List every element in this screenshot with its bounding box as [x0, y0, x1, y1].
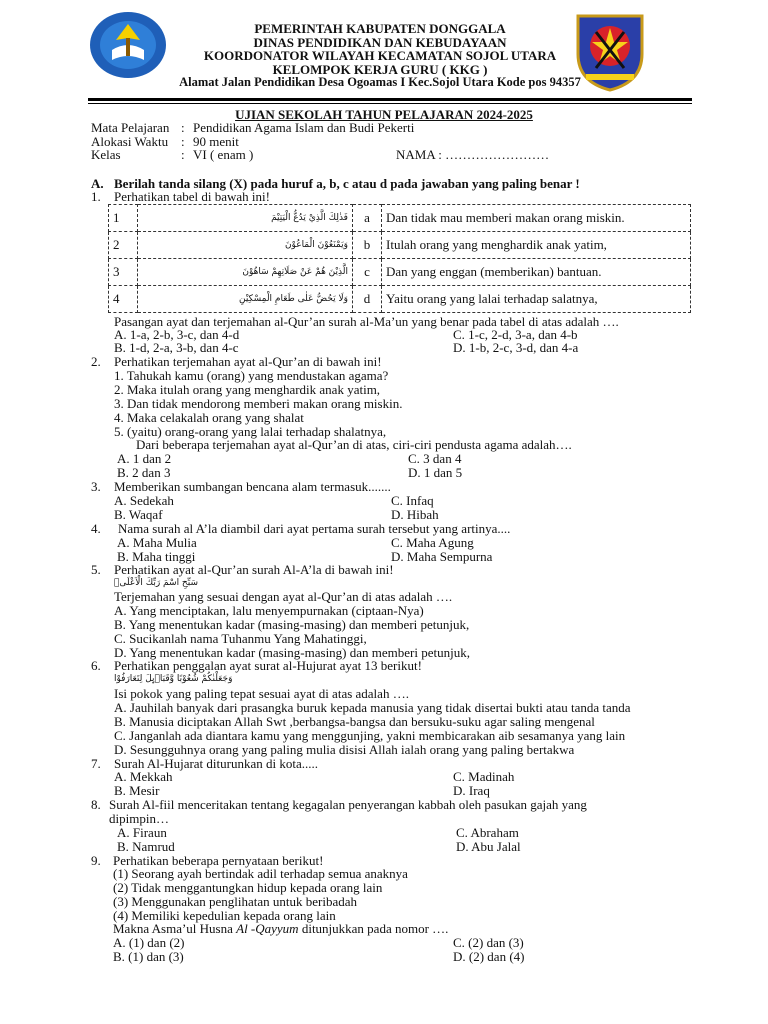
stem-suffix: ditunjukkan pada nomor …. — [298, 921, 449, 936]
list-item: (2) Tidak menggantungkan hidup kepada orang lain — [113, 880, 383, 895]
option-d[interactable]: D. Maha Sempurna — [391, 549, 493, 564]
letterhead-line-2: DINAS PENDIDIKAN DAN KEBUDAYAAN — [253, 34, 507, 50]
subject-label: Mata Pelajaran — [91, 120, 170, 135]
option-b[interactable]: B. Namrud — [117, 839, 175, 854]
arabic-verse: وَيَمْنَعُوْنَ الْمَاعُوْنَ — [138, 232, 353, 259]
question-number: 9. — [91, 853, 101, 868]
matching-table — [108, 204, 691, 313]
name-field[interactable]: NAMA : …………………… — [396, 147, 550, 162]
option-c[interactable]: C. Infaq — [391, 493, 434, 508]
option-b[interactable]: B. Yang menentukan kadar (masing-masing) dan memberi petunjuk, — [114, 617, 470, 632]
list-item: (4) Memiliki kepedulian kepada orang lain — [113, 908, 336, 923]
header-rule-thick — [88, 98, 692, 101]
option-d[interactable]: D. 1-b, 2-c, 3-d, dan 4-a — [453, 340, 579, 355]
question-stem: Terjemahan yang sesuai dengan ayat al-Qur’an di atas adalah …. — [114, 589, 453, 604]
option-a[interactable]: A. Yang menciptakan, lalu menyempurnakan (ciptaan-Nya) — [114, 603, 424, 618]
option-a[interactable]: A. Maha Mulia — [117, 535, 197, 550]
question-text: Surah Al-fiil menceritakan tentang kegagalan penyerangan kabbah oleh pasukan gajah yang — [109, 797, 587, 812]
question-text: Surah Al-Hujarat diturunkan di kota..... — [114, 756, 318, 771]
colon: : — [181, 147, 185, 162]
list-item: (1) Seorang ayah bertindak adil terhadap semua anaknya — [113, 866, 408, 881]
question-stem: Dari beberapa terjemahan ayat al-Qur’an di atas, ciri-ciri pendusta agama adalah…. — [136, 437, 572, 452]
option-c[interactable]: C. Maha Agung — [391, 535, 474, 550]
meaning: Dan yang enggan (memberikan) bantuan. — [382, 259, 691, 286]
letterhead-line-3: KOORDONATOR WILAYAH KECAMATAN SOJOL UTARA — [203, 48, 557, 63]
row-number: 2 — [109, 232, 138, 259]
option-d[interactable]: D. 1 dan 5 — [408, 465, 463, 480]
section-instruction: Berilah tanda silang (X) pada huruf a, b, c atau d pada jawaban yang paling benar ! — [114, 176, 580, 191]
table-row — [109, 232, 691, 259]
letterhead-line-4: KELOMPOK KERJA GURU ( KKG ) — [272, 61, 488, 77]
option-b[interactable]: B. Waqaf — [114, 507, 163, 522]
option-a[interactable]: A. Mekkah — [114, 769, 173, 784]
option-c[interactable]: C. 3 dan 4 — [408, 451, 462, 466]
class-value: VI ( enam ) — [193, 147, 254, 162]
row-number: 1 — [109, 205, 138, 232]
question-text-continued: dipimpin… — [109, 811, 169, 826]
option-c[interactable]: C. 1-c, 2-d, 3-a, dan 4-b — [453, 327, 578, 342]
question-text: Nama surah al A’la diambil dari ayat pertama surah tersebut yang artinya.... — [118, 521, 511, 536]
list-item: 4. Maka celakalah orang yang shalat — [114, 410, 304, 425]
list-item: 1. Tahukah kamu (orang) yang mendustakan agama? — [114, 368, 389, 383]
option-a[interactable]: A. Firaun — [117, 825, 167, 840]
row-letter: a — [353, 205, 382, 232]
arabic-verse: الَّذِيْنَ هُمْ عَنْ صَلَاتِهِمْ سَاهُوْنَ — [138, 259, 353, 286]
option-d[interactable]: D. Abu Jalal — [456, 839, 521, 854]
question-number: 8. — [91, 797, 101, 812]
option-a[interactable]: A. 1-a, 2-b, 3-c, dan 4-d — [114, 327, 240, 342]
time-label: Alokasi Waktu — [91, 133, 169, 149]
list-item: 5. (yaitu) orang-orang yang lalai terhadap shalatnya, — [114, 424, 387, 439]
question-text: Memberikan sumbangan bencana alam termasuk....... — [114, 479, 391, 494]
header-rule-thin — [88, 103, 692, 104]
option-d[interactable]: D. Sesungguhnya orang yang paling mulia disisi Allah ialah orang yang paling bertakwa — [114, 742, 575, 757]
option-c[interactable]: C. Sucikanlah nama Tuhanmu Yang Mahatinggi, — [114, 631, 367, 646]
question-text: Perhatikan tabel di bawah ini! — [114, 189, 270, 204]
question-text: Perhatikan beberapa pernyataan berikut! — [113, 853, 324, 868]
arabic-verse: وَلَا يَحُضُّ عَلٰى طَعَامِ الْمِسْكِيْنِ — [138, 286, 353, 313]
option-b[interactable]: B. 1-d, 2-a, 3-b, dan 4-c — [114, 340, 239, 355]
option-a[interactable]: A. Sedekah — [114, 493, 174, 508]
question-text: Perhatikan terjemahan ayat al-Qur’an di bawah ini! — [114, 354, 382, 369]
option-d[interactable]: D. Iraq — [453, 783, 490, 798]
table-row — [109, 259, 691, 286]
list-item: 3. Dan tidak mendorong memberi makan orang miskin. — [114, 396, 403, 411]
time-value: 90 menit — [193, 133, 239, 149]
option-c[interactable]: C. (2) dan (3) — [453, 935, 524, 950]
question-stem: Pasangan ayat dan terjemahan al-Qur’an surah al-Ma’un yang benar pada tabel di atas adalah …. — [114, 314, 619, 329]
colon: : — [181, 120, 185, 135]
option-b[interactable]: B. 2 dan 3 — [117, 465, 171, 480]
letterhead — [130, 22, 630, 90]
list-item: 2. Maka itulah orang yang menghardik anak yatim, — [114, 382, 381, 397]
question-number: 1. — [91, 189, 101, 204]
row-letter: c — [353, 259, 382, 286]
colon: : — [181, 133, 185, 149]
option-a[interactable]: A. Jauhilah banyak dari prasangka buruk kepada manusia yang tidak disertai bukti atau tanda tanda — [114, 700, 631, 715]
question-stem: Isi pokok yang paling tepat sesuai ayat di atas adalah …. — [114, 686, 409, 701]
row-number: 3 — [109, 259, 138, 286]
row-letter: b — [353, 232, 382, 259]
option-d[interactable]: D. Yang menentukan kadar (masing-masing) dan memberi petunjuk, — [114, 645, 470, 660]
arabic-verse: فَذٰلِكَ الَّذِيْ يَدُعُّ الْيَتِيْمَ — [138, 205, 353, 232]
subject-value: Pendidikan Agama Islam dan Budi Pekerti — [193, 120, 415, 135]
option-c[interactable]: C. Abraham — [456, 825, 519, 840]
question-number: 3. — [91, 479, 101, 494]
asmaul-husna-name: Al -Qayyum — [236, 921, 299, 936]
question-text: Perhatikan ayat al-Qur’an surah Al-A’la di bawah ini! — [114, 562, 394, 577]
arabic-verse: سَبِّحِ اسْمَ رَبِّكَ الْاَعْلَىۙ — [114, 578, 199, 588]
question-stem — [113, 922, 448, 935]
meaning: Itulah orang yang menghardik anak yatim, — [382, 232, 691, 259]
option-b[interactable]: B. Manusia diciptakan Allah Swt ,berbangsa-bangsa dan bersuku-suku agar saling mengenal — [114, 714, 595, 729]
letterhead-line-1: PEMERINTAH KABUPATEN DONGGALA — [254, 21, 506, 36]
option-b[interactable]: B. (1) dan (3) — [113, 949, 184, 964]
class-label: Kelas — [91, 147, 121, 162]
option-c[interactable]: C. Janganlah ada diantara kamu yang menggunjing, yakni membicarakan aib sesamanya yang lain — [114, 728, 626, 743]
meaning: Dan tidak mau memberi makan orang miskin. — [382, 205, 691, 232]
question-number: 2. — [91, 354, 101, 369]
row-number: 4 — [109, 286, 138, 313]
stem-prefix: Makna Asma’ul Husna — [113, 921, 237, 936]
question-number: 4. — [91, 521, 101, 536]
question-text: Perhatikan penggalan ayat surat al-Hujurat ayat 13 berikut! — [114, 658, 422, 673]
arabic-verse: وَجَعَلْنٰكُمْ شُعُوْبًا وَّقَبَاۤىِٕلَ لِتَعَارَفُوْا — [114, 674, 233, 684]
exam-title: UJIAN SEKOLAH TAHUN PELAJARAN 2024-2025 — [235, 107, 533, 122]
meaning: Yaitu orang yang lalai terhadap salatnya, — [382, 286, 691, 313]
option-d[interactable]: D. Hibah — [391, 507, 439, 522]
option-a[interactable]: A. 1 dan 2 — [117, 451, 172, 466]
option-d[interactable]: D. (2) dan (4) — [453, 949, 525, 964]
option-b[interactable]: B. Maha tinggi — [117, 549, 196, 564]
section-marker: A. — [91, 176, 104, 191]
row-letter: d — [353, 286, 382, 313]
option-b[interactable]: B. Mesir — [114, 783, 160, 798]
table-row — [109, 286, 691, 313]
question-number: 6. — [91, 658, 101, 673]
question-number: 7. — [91, 756, 101, 771]
question-number: 5. — [91, 562, 101, 577]
list-item: (3) Menggunakan penglihatan untuk beribadah — [113, 894, 358, 909]
letterhead-address: Alamat Jalan Pendidikan Desa Ogoamas I Kec.Sojol Utara Kode pos 94357 — [179, 75, 581, 89]
table-row — [109, 205, 691, 232]
option-c[interactable]: C. Madinah — [453, 769, 515, 784]
option-a[interactable]: A. (1) dan (2) — [113, 935, 185, 950]
